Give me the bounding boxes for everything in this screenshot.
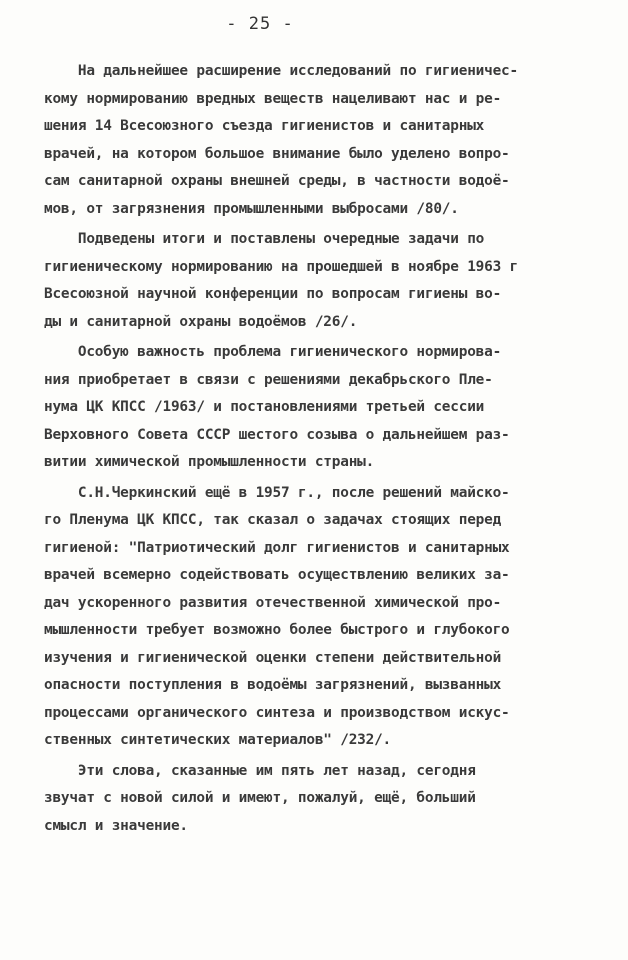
text-line: Эти слова, сказанные им пять лет назад, сегодня [44,762,476,779]
text-line: гигиеной: "Патриотический долг гигиенистов и санитарных [44,539,510,556]
text-line: Особую важность проблема гигиенического нормирова- [44,344,502,360]
text-line: опасности поступления в водоёмы загрязнений, вызванных [44,677,502,693]
text-line: изучения и гигиенической оценки степени действительной [44,649,502,666]
page-number: - 25 - [226,14,294,34]
text-line: ды и санитарной охраны водоёмов /26/. [44,313,358,330]
text-line: Подведены итоги и поставлены очередные задачи по [44,231,485,247]
paragraph [44,226,604,336]
text-line: дач ускоренного развития отечественной химической про- [44,594,502,611]
text-line: мышленности требует возможно более быстрого и глубокого [44,622,510,638]
text-line: ния приобретает в связи с решениями декабрьского Пле- [44,371,493,388]
text-line: врачей, на котором большое внимание было уделено вопро- [44,145,510,162]
paragraph [44,58,604,223]
text-line: ственных синтетических материалов" /232/. [44,732,392,748]
text-line: Верховного Совета СССР шестого созыва о дальнейшем раз- [44,426,510,443]
paragraph [44,339,604,477]
text-line: процессами органического синтеза и производством искус- [44,704,510,721]
text-line: врачей всемерно содействовать осуществлению великих за- [44,567,510,583]
text-line: витии химической промышленности страны. [44,454,375,470]
text-line: С.Н.Черкинский ещё в 1957 г., после решений майско- [44,484,510,501]
text-line: звучат с новой силой и имеют, пожалуй, ещё, больший [44,790,476,806]
text-line: го Пленума ЦК КПСС, так сказал о задачах стоящих перед [44,512,502,528]
paragraph [44,758,604,841]
text-line: нума ЦК КПСС /1963/ и постановлениями третьей сессии [44,399,485,415]
text-line: сам санитарной охраны внешней среды, в частности водоё- [44,173,510,189]
text-line: На дальнейшее расширение исследований по гигиеничес- [44,63,518,79]
text-line: шения 14 Всесоюзного съезда гигиенистов и санитарных [44,118,485,134]
text-line: кому нормированию вредных веществ нацеливают нас и ре- [44,90,502,107]
paragraph [44,480,604,755]
text-line: мов, от загрязнения промышленными выбросами /80/. [44,200,459,217]
text-line: Всесоюзной научной конференции по вопросам гигиены во- [44,286,502,302]
body-text [44,58,604,840]
text-line: смысл и значение. [44,817,188,834]
text-line: гигиеническому нормированию на прошедшей в ноябре 1963 г [44,258,518,275]
